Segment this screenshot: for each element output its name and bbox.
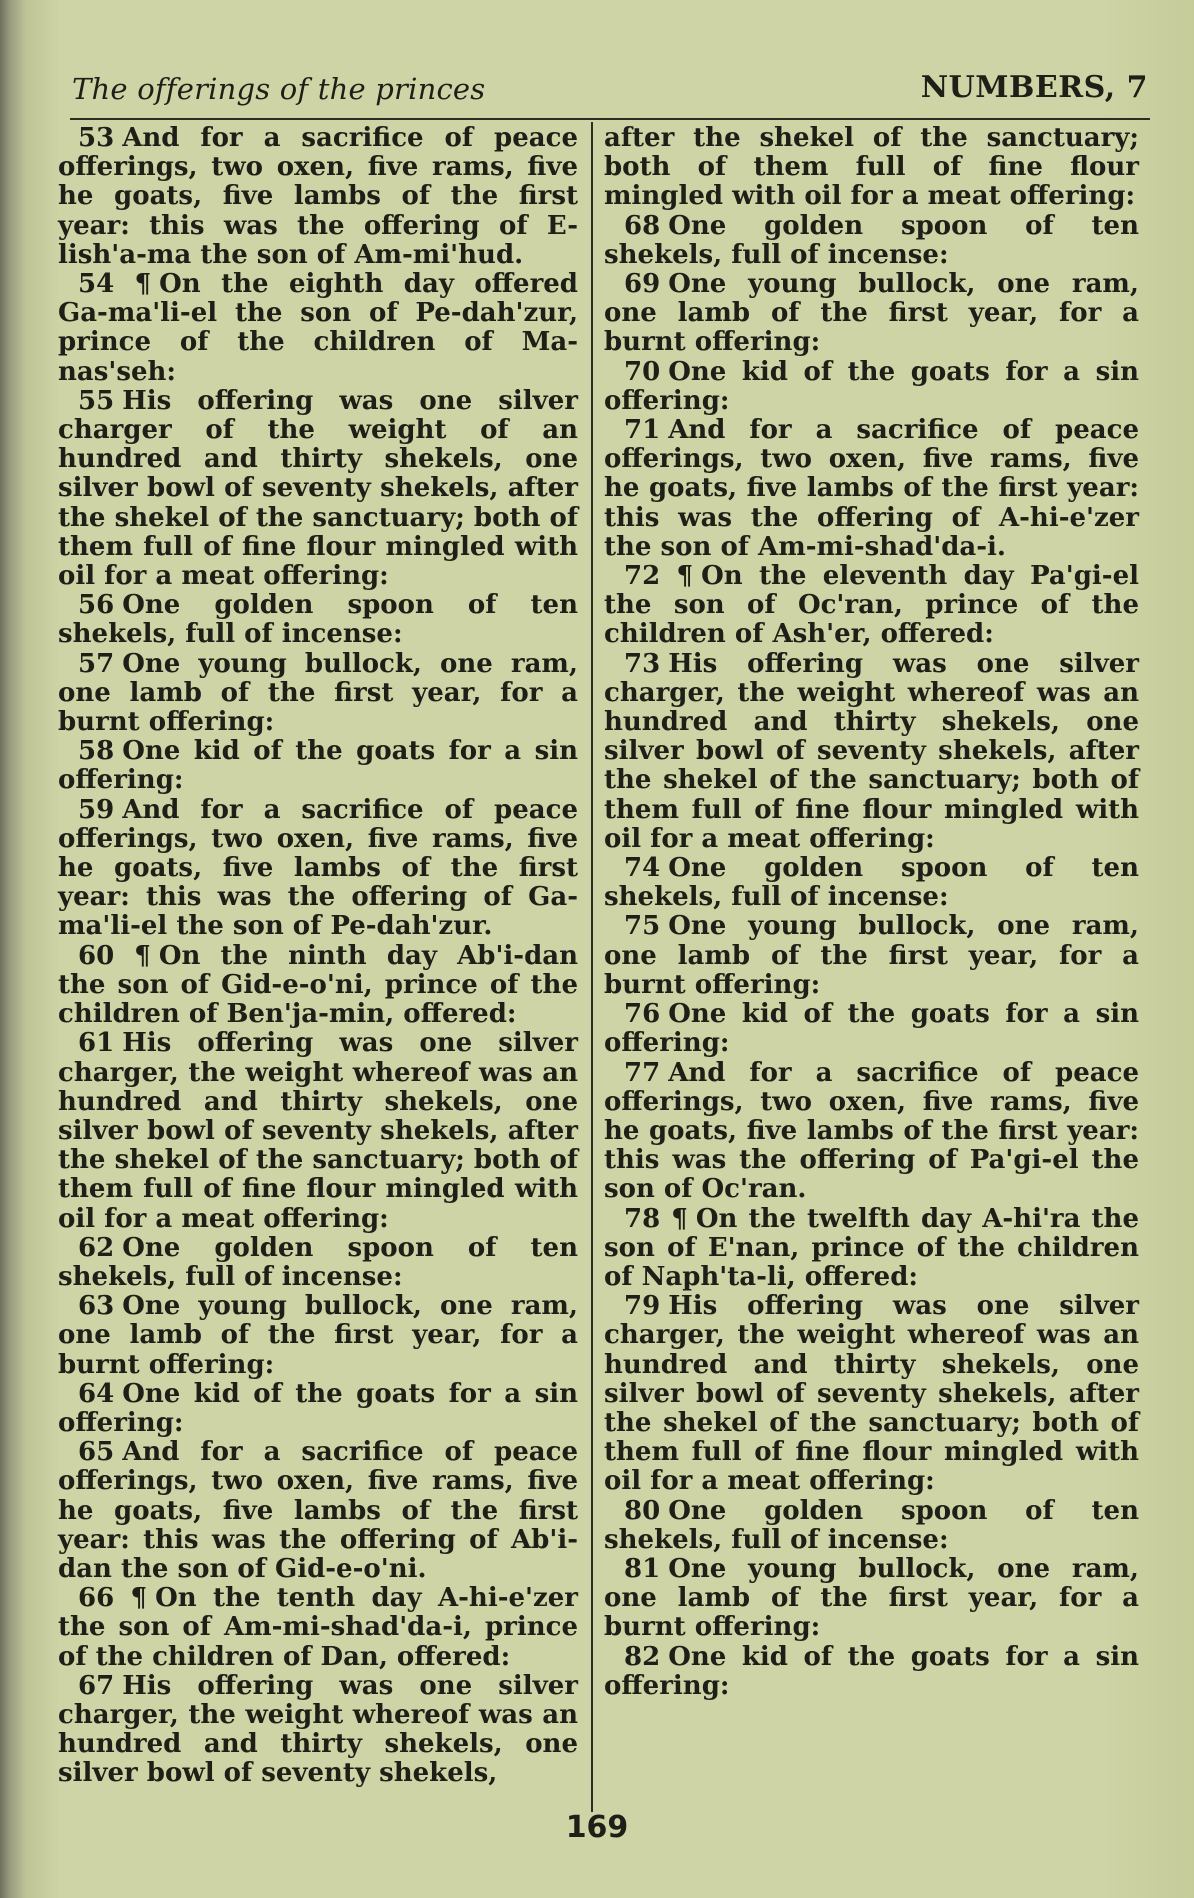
verse-text: His offering was one silver charger, the weight whereof was an hundred and thirty shekels, one silver bowl of seventy shekels, xyxy=(58,1670,578,1789)
page-number: 169 xyxy=(565,1810,629,1845)
verse-text: And for a sacrifice of peace offerings, two oxen, five rams, five he goats, five lambs of the first year: this was the offering of A-hi-e'zer the son of Am-mi-shad'da-i. xyxy=(604,415,1139,562)
verse-number: 75 xyxy=(624,911,661,942)
verse-text: One golden spoon of ten shekels, full of incense: xyxy=(604,853,1139,913)
verse xyxy=(604,1059,1139,1205)
right-column xyxy=(604,124,1139,1701)
verse-text: One kid of the goats for a sin offering: xyxy=(58,736,578,796)
verse-number: 81 xyxy=(624,1553,661,1584)
verse-number: 63 xyxy=(78,1291,115,1322)
verse-number: 73 xyxy=(624,648,661,679)
verse-text: One golden spoon of ten shekels, full of incense: xyxy=(604,210,1139,270)
verse-number: 60 ¶ xyxy=(78,940,151,971)
verse xyxy=(58,942,578,1030)
verse-text: One young bullock, one ram, one lamb of the first year, for a burnt offering: xyxy=(604,269,1139,358)
verse-number: 53 xyxy=(78,123,115,153)
verse xyxy=(58,124,578,270)
verse-text: And for a sacrifice of peace offerings, two oxen, five rams, five he goats, five lambs of the first year: this was the offering of Ga-ma'li-el the son of Pe-dah'zur. xyxy=(58,794,578,942)
verse-number: 61 xyxy=(78,1028,115,1059)
verse xyxy=(604,854,1139,912)
column-divider xyxy=(591,122,593,1812)
verse xyxy=(58,1438,578,1584)
verse-text: On the twelfth day A-hi'ra the son of E'nan, prince of the children of Naph'ta-li, offered: xyxy=(604,1203,1139,1292)
verse-text: One young bullock, one ram, one lamb of the first year, for a burnt offering: xyxy=(58,648,578,738)
verse-text: One kid of the goats for a sin offering: xyxy=(604,999,1139,1059)
verse xyxy=(58,1672,578,1789)
verse-text: One young bullock, one ram, one lamb of the first year, for a burnt offering: xyxy=(58,1291,578,1380)
verse xyxy=(58,1292,578,1380)
verse-text: after the shekel of the sanctuary; both of them full of fine flour mingled with oil for a meat offering: xyxy=(604,123,1139,212)
verse xyxy=(58,270,578,387)
verse xyxy=(604,358,1139,416)
verse xyxy=(604,912,1139,1000)
verse-number: 67 xyxy=(78,1670,115,1701)
verse-text: On the ninth day Ab'i-dan the son of Gid-e-o'ni, prince of the children of Ben'ja-min, offered: xyxy=(58,940,579,1030)
verse-number: 76 xyxy=(624,999,661,1030)
verse-number: 62 xyxy=(78,1232,115,1263)
verse-number: 64 xyxy=(78,1378,115,1409)
header-rule xyxy=(70,118,1150,120)
verse xyxy=(58,1234,578,1292)
verse-text: On the tenth day A-hi-e'zer the son of Am-mi-shad'da-i, prince of the children of Dan, offered: xyxy=(58,1583,578,1672)
verse-number: 79 xyxy=(624,1291,661,1322)
verse-text: One kid of the goats for a sin offering: xyxy=(604,1641,1139,1701)
verse-text: One kid of the goats for a sin offering: xyxy=(58,1378,578,1438)
verse-number: 70 xyxy=(624,356,661,387)
verse xyxy=(58,1029,578,1233)
verse xyxy=(58,387,578,591)
verse-text: One young bullock, one ram, one lamb of the first year, for a burnt offering: xyxy=(604,911,1139,1000)
verse-text: One golden spoon of ten shekels, full of incense: xyxy=(58,1232,578,1292)
verse-text: His offering was one silver charger, the weight whereof was an hundred and thirty shekels, one silver bowl of seventy shekels, after the shekel of the sanctuary; both of them full of fine flour mingled with oil for a meat offering: xyxy=(604,1291,1139,1497)
verse xyxy=(604,212,1139,270)
verse-number: 56 xyxy=(78,590,115,621)
verse xyxy=(604,270,1139,358)
verse xyxy=(58,1380,578,1438)
verse-number: 82 xyxy=(624,1641,661,1672)
verse-text: One young bullock, one ram, one lamb of the first year, for a burnt offering: xyxy=(604,1553,1139,1643)
left-column xyxy=(58,124,578,1789)
verse-text: And for a sacrifice of peace offerings, two oxen, five rams, five he goats, five lambs of the first year: this was the offering of Ab'i-dan the son of Gid-e-o'ni. xyxy=(58,1437,578,1584)
verse-number: 69 xyxy=(624,269,661,300)
verse xyxy=(58,737,578,795)
verse xyxy=(604,1205,1139,1293)
verse-number: 71 xyxy=(624,415,661,446)
verse xyxy=(604,124,1139,212)
verse xyxy=(58,796,578,942)
verse-number: 55 xyxy=(78,385,115,416)
verse-number: 57 xyxy=(78,648,115,679)
verse-text: One golden spoon of ten shekels, full of incense: xyxy=(604,1495,1139,1555)
verse-number: 68 xyxy=(624,210,661,241)
verse-number: 72 ¶ xyxy=(624,561,694,592)
verse xyxy=(58,1584,578,1672)
verse-text: One golden spoon of ten shekels, full of incense: xyxy=(58,590,578,650)
verse xyxy=(604,1555,1139,1643)
verse xyxy=(58,591,578,649)
verse-number: 66 ¶ xyxy=(78,1583,148,1614)
verse xyxy=(58,650,578,738)
verse-number: 78 ¶ xyxy=(624,1203,688,1234)
verse xyxy=(604,416,1139,562)
verse xyxy=(604,1000,1139,1058)
verse-number: 80 xyxy=(624,1495,661,1526)
verse-number: 65 xyxy=(78,1437,115,1468)
verse-number: 54 ¶ xyxy=(78,269,152,300)
verse-text: And for a sacrifice of peace offerings, two oxen, five rams, five he goats, five lambs of the first year: this was the offering of Pa'gi-el the son of Oc'ran. xyxy=(604,1057,1139,1205)
verse-number: 59 xyxy=(78,794,115,825)
running-header-book-chapter: NUMBERS, 7 xyxy=(920,70,1148,105)
running-header-title: The offerings of the princes xyxy=(72,72,486,106)
verse-text: His offering was one silver charger, the weight whereof was an hundred and thirty shekels, one silver bowl of seventy shekels, after the shekel of the sanctuary; both of them full of fine flour mingled with oil for a meat offering: xyxy=(58,1028,578,1234)
verse-text: On the eleventh day Pa'gi-el the son of Oc'ran, prince of the children of Ash'er, offered: xyxy=(604,561,1140,650)
verse xyxy=(604,562,1139,650)
verse xyxy=(604,1292,1139,1496)
verse-text: One kid of the goats for a sin offering: xyxy=(604,356,1139,416)
verse xyxy=(604,1643,1139,1701)
verse-text: And for a sacrifice of peace offerings, two oxen, five rams, five he goats, five lambs of the first year: this was the offering of E-lish'a-ma the son of Am-mi'hud. xyxy=(58,123,578,270)
verse-text: His offering was one silver charger, the weight whereof was an hundred and thirty shekels, one silver bowl of seventy shekels, after the shekel of the sanctuary; both of them full of fine flour mingled with oil for a meat offering: xyxy=(604,648,1139,854)
verse-number: 77 xyxy=(624,1057,661,1088)
verse xyxy=(604,1497,1139,1555)
verse-number: 74 xyxy=(624,853,661,884)
verse-text: His offering was one silver charger of the weight of an hundred and thirty shekels, one silver bowl of seventy shekels, after the shekel of the sanctuary; both of them full of fine flour mingled with oil for a meat offering: xyxy=(58,385,578,592)
verse xyxy=(604,650,1139,854)
verse-number: 58 xyxy=(78,736,115,767)
verse-text: On the eighth day offered Ga-ma'li-el the son of Pe-dah'zur, prince of the children of Ma-nas'seh: xyxy=(58,269,578,387)
